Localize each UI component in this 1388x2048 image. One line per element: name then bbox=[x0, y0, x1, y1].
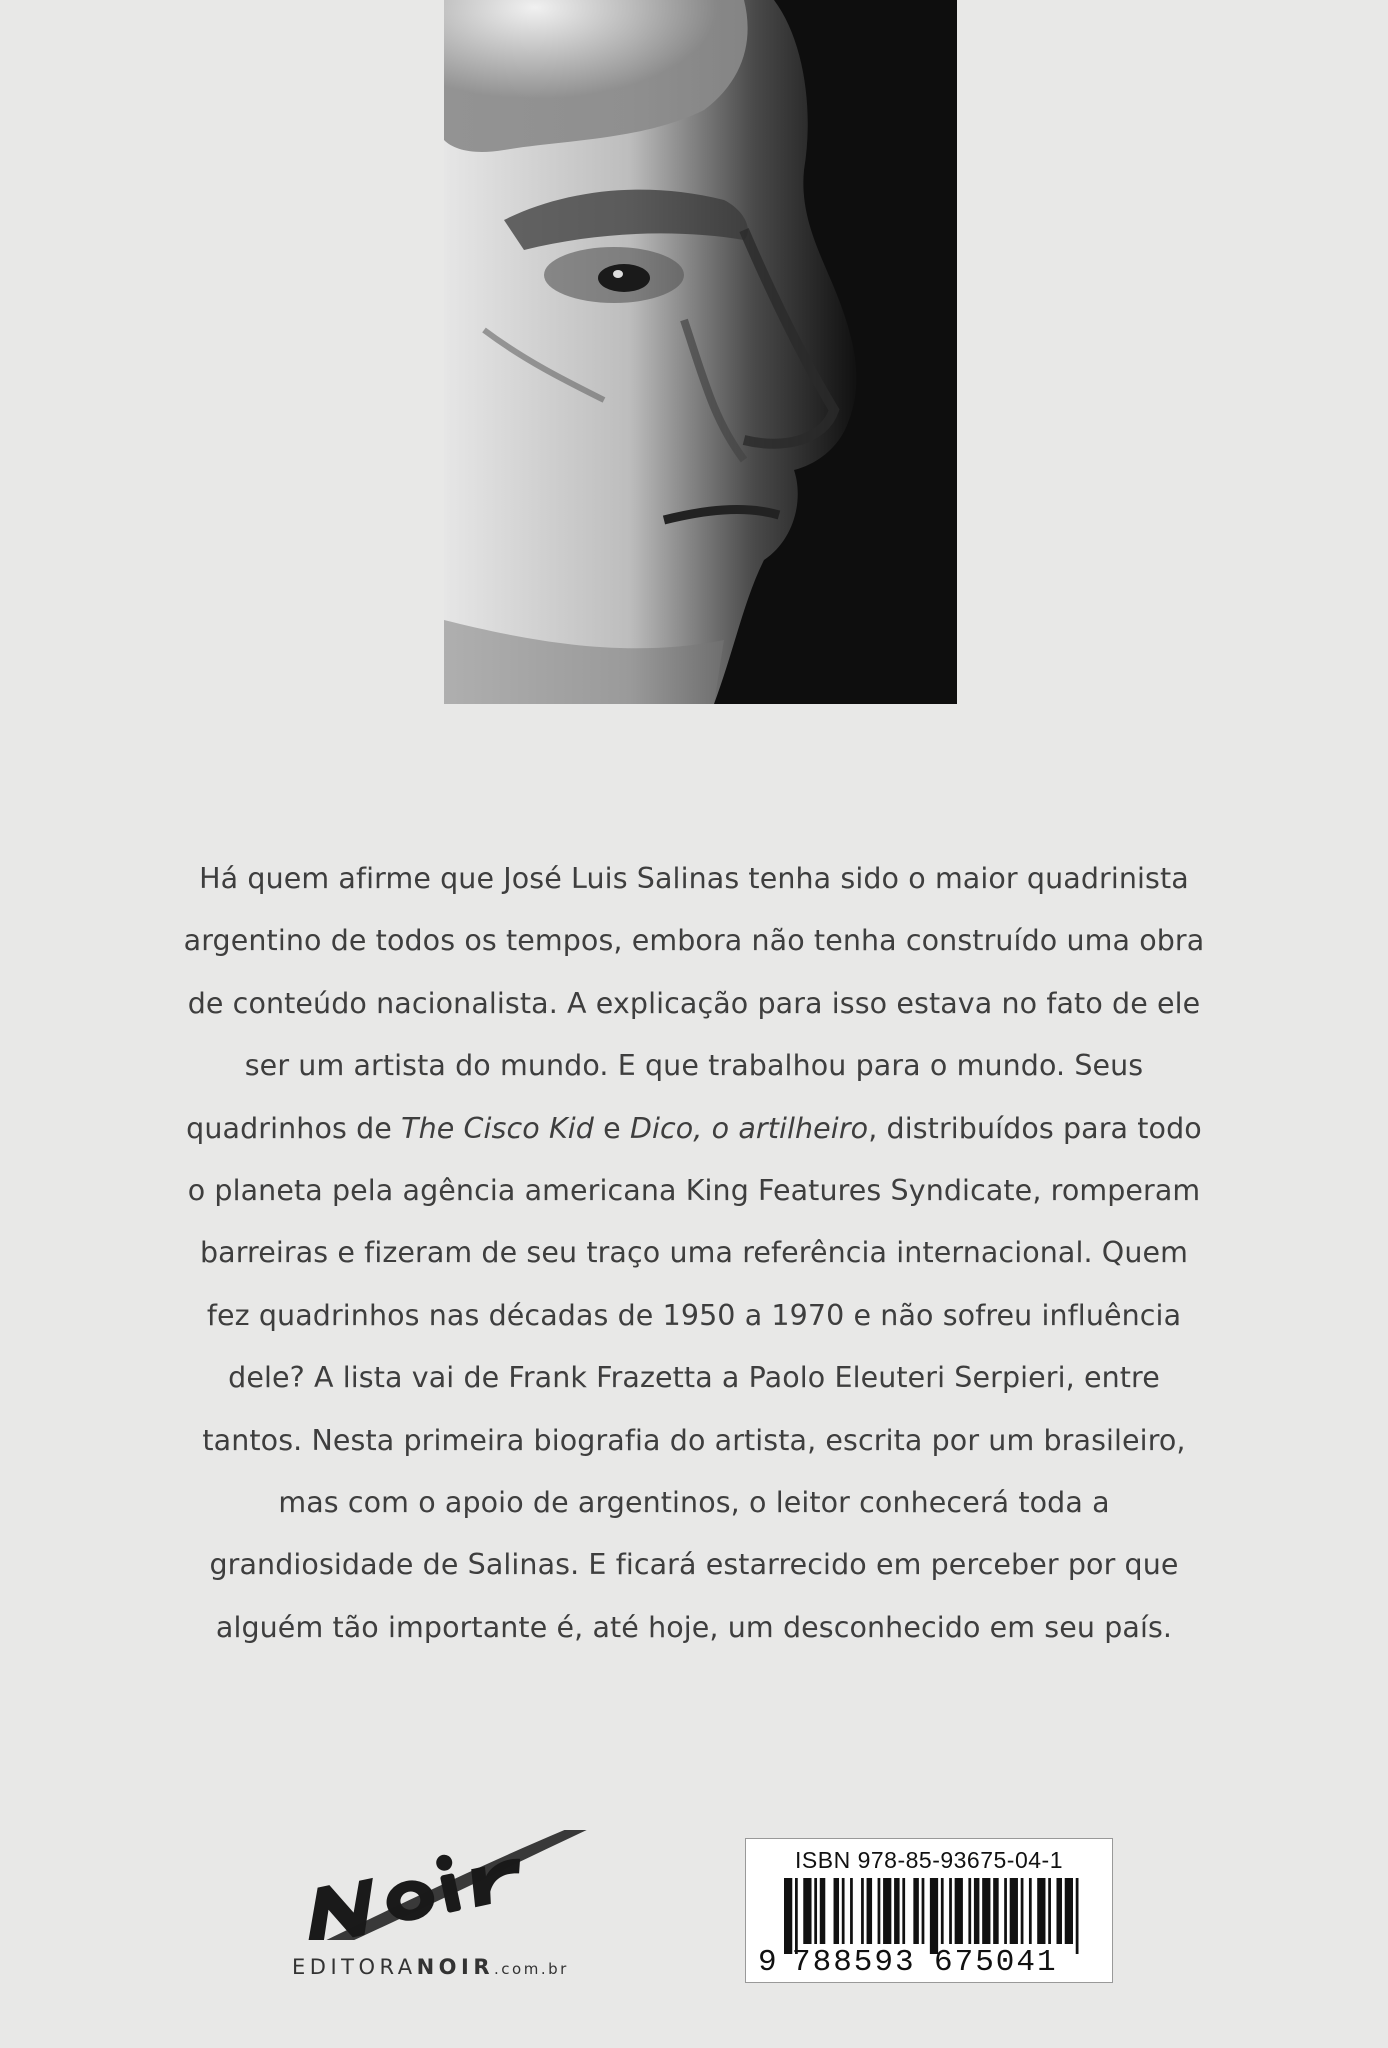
barcode-bar bbox=[902, 1878, 905, 1944]
barcode-bar bbox=[949, 1878, 952, 1944]
barcode-bar bbox=[1048, 1878, 1051, 1944]
barcode-bar bbox=[1076, 1878, 1079, 1954]
barcode-bar bbox=[1065, 1878, 1073, 1944]
back-cover-blurb bbox=[180, 848, 1208, 1659]
blurb-text-part1: Há quem afirme que José Luis Salinas tenha sido o maior quadrinista argentino de todos os tempos, embora não tenha construído uma obra de conteúdo nacionalista. A explicação para isso estava no fato de ele ser um artista do mundo. E que trabalhou para o mundo. Seus quadrinhos de bbox=[183, 862, 1205, 1145]
barcode-bar bbox=[1037, 1878, 1045, 1944]
barcode-bar bbox=[803, 1878, 811, 1944]
site-prefix: EDITORA bbox=[292, 1955, 417, 1979]
publisher-website bbox=[292, 1955, 612, 1979]
noir-logo-icon bbox=[290, 1830, 610, 1940]
barcode-bar bbox=[861, 1878, 864, 1944]
author-portrait bbox=[444, 0, 957, 704]
blurb-title-cisco-kid: The Cisco Kid bbox=[401, 1111, 594, 1145]
barcode-bar bbox=[941, 1878, 944, 1944]
barcode-bar bbox=[883, 1878, 891, 1944]
barcode-bar bbox=[842, 1878, 845, 1944]
barcode-bar bbox=[1004, 1878, 1007, 1944]
barcode-bar bbox=[850, 1878, 853, 1944]
blurb-conjunction: e bbox=[593, 1111, 630, 1145]
barcode-bar bbox=[955, 1878, 963, 1944]
barcode-bar bbox=[795, 1878, 798, 1954]
barcode-bar bbox=[1021, 1878, 1024, 1944]
barcode-digit-first: 9 bbox=[758, 1945, 777, 1980]
barcode-bar bbox=[974, 1878, 980, 1944]
barcode-bar bbox=[930, 1878, 938, 1954]
barcode-bar bbox=[1029, 1878, 1032, 1944]
barcode-bar bbox=[784, 1878, 792, 1954]
site-bold: NOIR bbox=[416, 1955, 495, 1979]
barcode-bar bbox=[913, 1878, 919, 1944]
barcode-bar bbox=[878, 1878, 881, 1944]
barcode-bar bbox=[993, 1878, 999, 1944]
isbn-barcode bbox=[745, 1838, 1113, 1983]
barcode-bar bbox=[894, 1878, 900, 1944]
portrait-photo-icon bbox=[444, 0, 957, 704]
barcode-bar bbox=[834, 1878, 840, 1944]
blurb-title-dico: Dico, o artilheiro bbox=[629, 1111, 869, 1145]
isbn-label: ISBN 978-85-93675-04-1 bbox=[795, 1847, 1063, 1873]
blurb-text-part2: , distribuídos para todo o planeta pela agência americana King Features Syndicate, romperam barreiras e fizeram de seu traço uma referência internacional. Quem fez quadrinhos nas décadas de 1950 a 1970 e não sofreu influência dele? A lista vai de Frank Frazetta a Paolo Eleuteri Serpieri, entre tantos. Nesta primeira biografia do artista, escrita por um brasileiro, mas com o apoio de argentinos, o leitor conhecerá toda a grandiosidade de Salinas. E ficará estarrecido em perceber por que alguém tão importante é, até hoje, um desconhecido em seu país. bbox=[187, 1111, 1202, 1644]
barcode-bar bbox=[820, 1878, 826, 1944]
barcode-bar bbox=[867, 1878, 873, 1944]
barcode-bar bbox=[982, 1878, 990, 1944]
barcode-bar bbox=[814, 1878, 817, 1944]
barcode-bar bbox=[922, 1878, 925, 1944]
barcode-bar bbox=[968, 1878, 971, 1944]
site-suffix: .com.br bbox=[494, 1960, 569, 1978]
barcode-digits-group1: 788593 bbox=[792, 1945, 916, 1980]
barcode-bar bbox=[1010, 1878, 1018, 1944]
barcode-digits-group2: 675041 bbox=[934, 1945, 1058, 1980]
noir-logo bbox=[290, 1830, 610, 1940]
barcode-bars bbox=[784, 1878, 1084, 1954]
barcode-bar bbox=[1056, 1878, 1062, 1944]
